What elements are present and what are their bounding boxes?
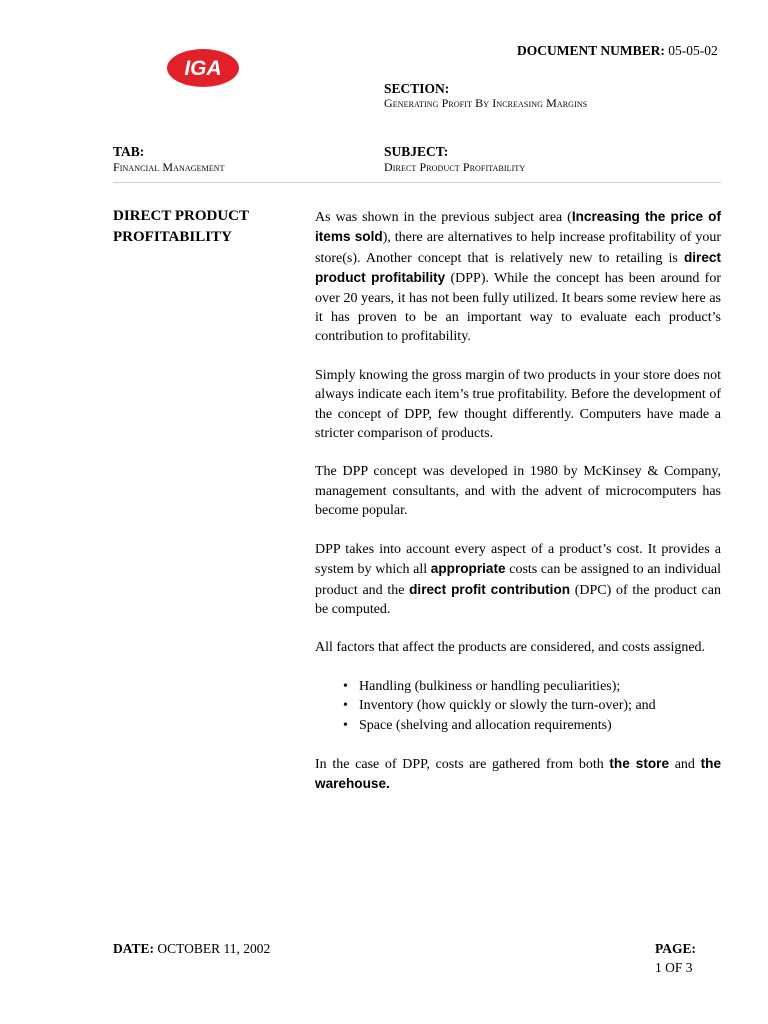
paragraph-sources: In the case of DPP, costs are gathered from both the store and the warehouse. — [315, 755, 721, 792]
section-label: SECTION: — [384, 81, 450, 96]
footer-page-number: 1 OF 3 — [655, 960, 693, 975]
footer-page-label: PAGE: — [655, 941, 696, 956]
list-item: • Inventory (how quickly or slowly the turn-over); and — [343, 696, 721, 715]
body-text — [315, 207, 721, 814]
paragraph-intro: As was shown in the previous subject area (Increasing the price of items sold), there are alternatives to help increase profitability of your store(s). Another concept that is relatively new to retailing is direct product profitability (DPP). While the concept has been around for over 20 years, it has not been fully utilized. It bears some review here as it has proven to be an important way to evaluate each product’s contribution to profitability. — [315, 209, 722, 345]
paragraph-gross-margin: Simply knowing the gross margin of two products in your store does not always indicate each item’s true profitability. Before the development of the concept of DPP, few thought differently. Computers have made a stricter comparison of products. — [315, 367, 721, 442]
bullet-icon: • — [343, 678, 348, 694]
header-divider — [113, 182, 721, 183]
section-heading — [113, 206, 283, 248]
paragraph-dpp-cost: DPP takes into account every aspect of a product’s cost. It provides a system by which all appropriate costs can be assigned to an individual product and the direct profit contribution (DPC) of the product can be computed. — [315, 541, 721, 617]
paragraph-history: The DPP concept was developed in 1980 by McKinsey & Company, management consultants, and with the advent of microcomputers has become popular. — [315, 464, 721, 519]
iga-logo — [166, 48, 240, 88]
tab-value: Financial Management — [113, 160, 225, 174]
footer-date: DATE: OCTOBER 11, 2002 — [113, 941, 271, 956]
paragraph-factors: All factors that affect the products are considered, and costs assigned. — [315, 640, 706, 656]
list-item: • Space (shelving and allocation requirements) — [343, 716, 721, 735]
list-item: • Handling (bulkiness or handling peculiarities); — [343, 677, 721, 696]
document-number: DOCUMENT NUMBER: 05-05-02 — [517, 43, 718, 58]
bullet-icon: • — [343, 698, 348, 714]
factor-list — [315, 677, 721, 735]
svg-text:IGA: IGA — [184, 57, 222, 80]
section-heading-line1: DIRECT PRODUCT — [113, 208, 249, 224]
tab-label: TAB: — [113, 144, 145, 159]
subject-value: Direct Product Profitability — [384, 160, 526, 174]
section-value: Generating Profit By Increasing Margins — [384, 96, 588, 110]
bullet-icon: • — [343, 717, 348, 733]
section-heading-line2: PROFITABILITY — [113, 229, 232, 245]
subject-label: SUBJECT: — [384, 144, 449, 159]
